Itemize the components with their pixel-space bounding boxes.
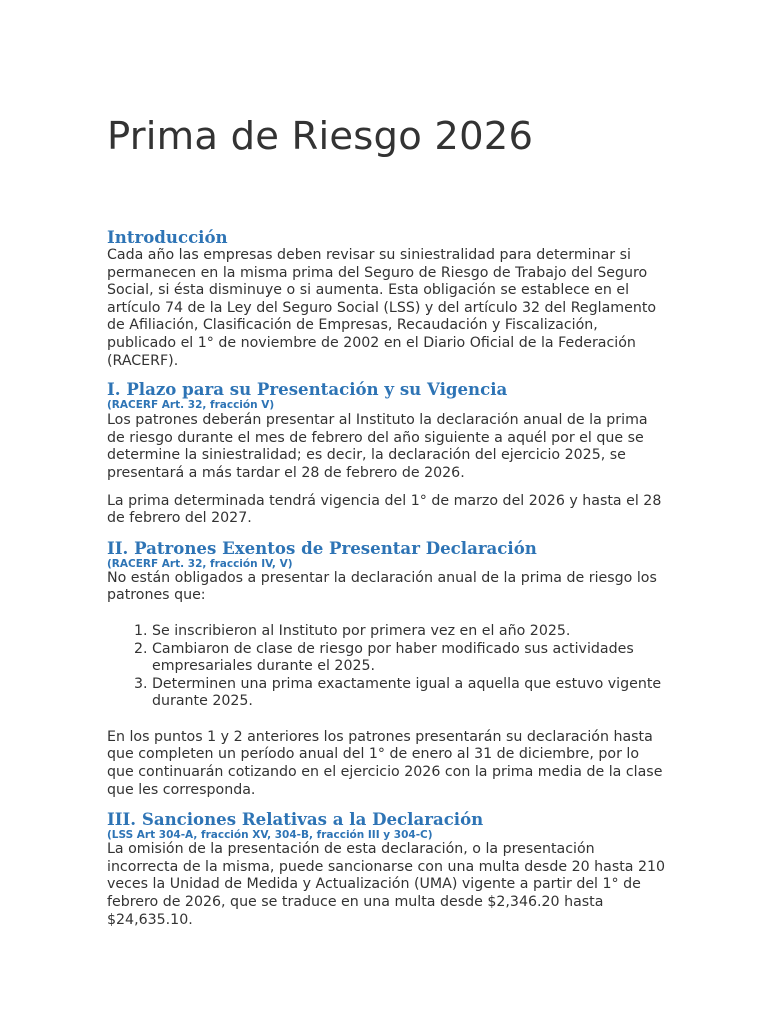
section1-paragraph-1: Los patrones deberán presentar al Instituto la declaración anual de la prima de riesgo durante el mes de febrero del año siguiente a aquél por el que se determine la siniestralidad; es decir, la declaración del ejercicio 2025, se presentará a más tardar el 28 de febrero de 2026.: [107, 412, 648, 481]
section3-heading: III. Sanciones Relativas a la Declaración: [107, 809, 484, 830]
intro-heading: Introducción: [107, 227, 228, 247]
document-content: [107, 112, 667, 929]
list-item: 2. Cambiaron de clase de riesgo por haber modificado sus actividades empresariales durante el 2025.: [152, 641, 667, 676]
section2-reference: (RACERF Art. 32, fracción IV, V): [107, 557, 293, 570]
section2-heading: II. Patrones Exentos de Presentar Declaración: [107, 537, 537, 558]
section2-paragraph-1: No están obligados a presentar la declaración anual de la prima de riesgo los patrones que:: [107, 569, 657, 604]
section1-paragraph-2: La prima determinada tendrá vigencia del 1° de marzo del 2026 y hasta el 28 de febrero del 2027.: [107, 492, 662, 527]
section1-heading: I. Plazo para su Presentación y su Vigencia: [107, 379, 508, 400]
section1-reference: (RACERF Art. 32, fracción V): [107, 399, 275, 412]
section3-paragraph-1: La omisión de la presentación de esta declaración, o la presentación incorrecta de la misma, puede sancionarse con una multa desde 20 hasta 210 veces la Unidad de Medida y Actualización (UMA) vigente a partir del 1° de febrero de 2026, que se traduce en una multa desde $2,346.20 hasta $24,635.10.: [107, 841, 666, 928]
exempt-list: [107, 623, 667, 711]
section2-paragraph-2: En los puntos 1 y 2 anteriores los patrones presentarán su declaración hasta que completen un período anual del 1° de enero al 31 de diciembre, por lo que continuarán cotizando en el ejercicio 2026 con la prima media de la clase que les corresponda.: [107, 728, 663, 798]
intro-text: Cada año las empresas deben revisar su siniestralidad para determinar si permanecen en la misma prima del Seguro de Riesgo de Trabajo del Seguro Social, si ésta disminuye o si aumenta. Esta obligación se establece en el artículo 74 de la Ley del Seguro Social (LSS) y del artículo 32 del Reglamento de Afiliación, Clasificación de Empresas, Recaudación y Fiscalización, publicado el 1° de noviembre de 2002 en el Diario Oficial de la Federación (RACERF).: [107, 247, 657, 369]
list-item: 3. Determinen una prima exactamente igual a aquella que estuvo vigente durante 2025.: [152, 676, 667, 711]
section3-reference: (LSS Art 304-A, fracción XV, 304-B, fracción III y 304-C): [107, 829, 433, 842]
page-title: Prima de Riesgo 2026: [107, 114, 534, 159]
list-item: 1. Se inscribieron al Instituto por primera vez en el año 2025.: [152, 623, 667, 641]
